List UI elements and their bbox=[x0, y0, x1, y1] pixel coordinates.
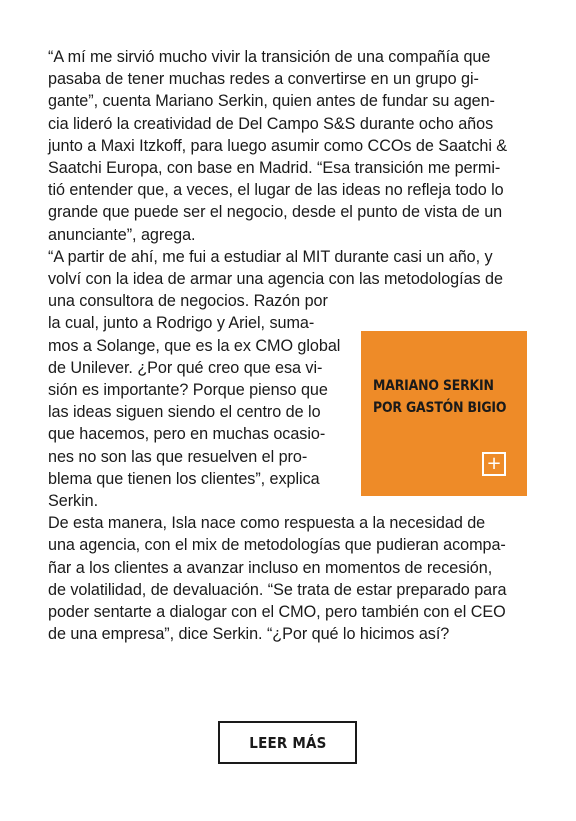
text-line: gante”, cuenta Mariano Serkin, quien antes de fundar su agen- bbox=[48, 92, 495, 111]
text-line: una consultora de negocios. Razón por bbox=[48, 292, 328, 311]
text-line: Saatchi Europa, con base en Madrid. “Esa transición me permi- bbox=[48, 159, 501, 178]
paragraph-1 bbox=[48, 46, 530, 246]
text-line: De esta manera, Isla nace como respuesta a la necesidad de bbox=[48, 514, 486, 533]
text-line: volví con la idea de armar una agencia con las metodologías de bbox=[48, 270, 503, 289]
text-line: mos a Solange, que es la ex CMO global bbox=[48, 336, 341, 355]
plus-icon[interactable]: + bbox=[482, 452, 506, 476]
text-line: anunciante”, agrega. bbox=[48, 225, 196, 244]
text-line: “A mí me sirvió mucho vivir la transición de una compañía que bbox=[48, 48, 491, 66]
text-line: la cual, junto a Rodrigo y Ariel, suma- bbox=[48, 314, 315, 333]
text-line: grande que puede ser el negocio, desde el punto de vista de un bbox=[48, 203, 503, 222]
text-line: que hacemos, pero en muchas ocasio- bbox=[48, 425, 326, 444]
text-line: sión es importante? Porque pienso que bbox=[48, 381, 328, 400]
text-line: blema que tienen los clientes”, explica bbox=[48, 469, 320, 488]
promo-title-line-1: MARIANO SERKIN bbox=[373, 378, 494, 394]
text-line: de Unilever. ¿Por qué creo que esa vi- bbox=[48, 358, 323, 377]
promo-title-line-2: POR GASTÓN BIGIO bbox=[373, 400, 507, 416]
text-line: cia lideró la creatividad de Del Campo S&S durante ocho años bbox=[48, 114, 494, 133]
text-line: “A partir de ahí, me fui a estudiar al MIT durante casi un año, y bbox=[48, 247, 493, 266]
promo-title bbox=[373, 375, 506, 419]
text-line: junto a Maxi Itzkoff, para luego asumir como CCOs de Saatchi & bbox=[48, 136, 508, 155]
text-line: poder sentarte a dialogar con el CMO, pero también con el CEO bbox=[48, 603, 506, 622]
text-line: nes no son las que resuelven el pro- bbox=[48, 447, 308, 466]
text-line: una agencia, con el mix de metodologías que pudieran acompa- bbox=[48, 536, 506, 555]
text-line: ñar a los clientes a avanzar incluso en momentos de recesión, bbox=[48, 558, 493, 577]
read-more-button[interactable] bbox=[218, 721, 357, 764]
text-line: de volatilidad, de devaluación. “Se trata de estar preparado para bbox=[48, 580, 507, 599]
paragraph-3 bbox=[48, 512, 530, 645]
text-line: las ideas siguen siendo el centro de lo bbox=[48, 403, 321, 422]
text-line: tió entender que, a veces, el lugar de las ideas no refleja todo lo bbox=[48, 181, 504, 200]
read-more-label: LEER MÁS bbox=[248, 733, 327, 752]
author-promo-box[interactable] bbox=[361, 331, 527, 496]
text-line: Serkin. bbox=[48, 492, 99, 511]
text-line: de una empresa”, dice Serkin. “¿Por qué lo hicimos así? bbox=[48, 625, 450, 644]
text-line: pasaba de tener muchas redes a convertirse en un grupo gi- bbox=[48, 70, 479, 89]
